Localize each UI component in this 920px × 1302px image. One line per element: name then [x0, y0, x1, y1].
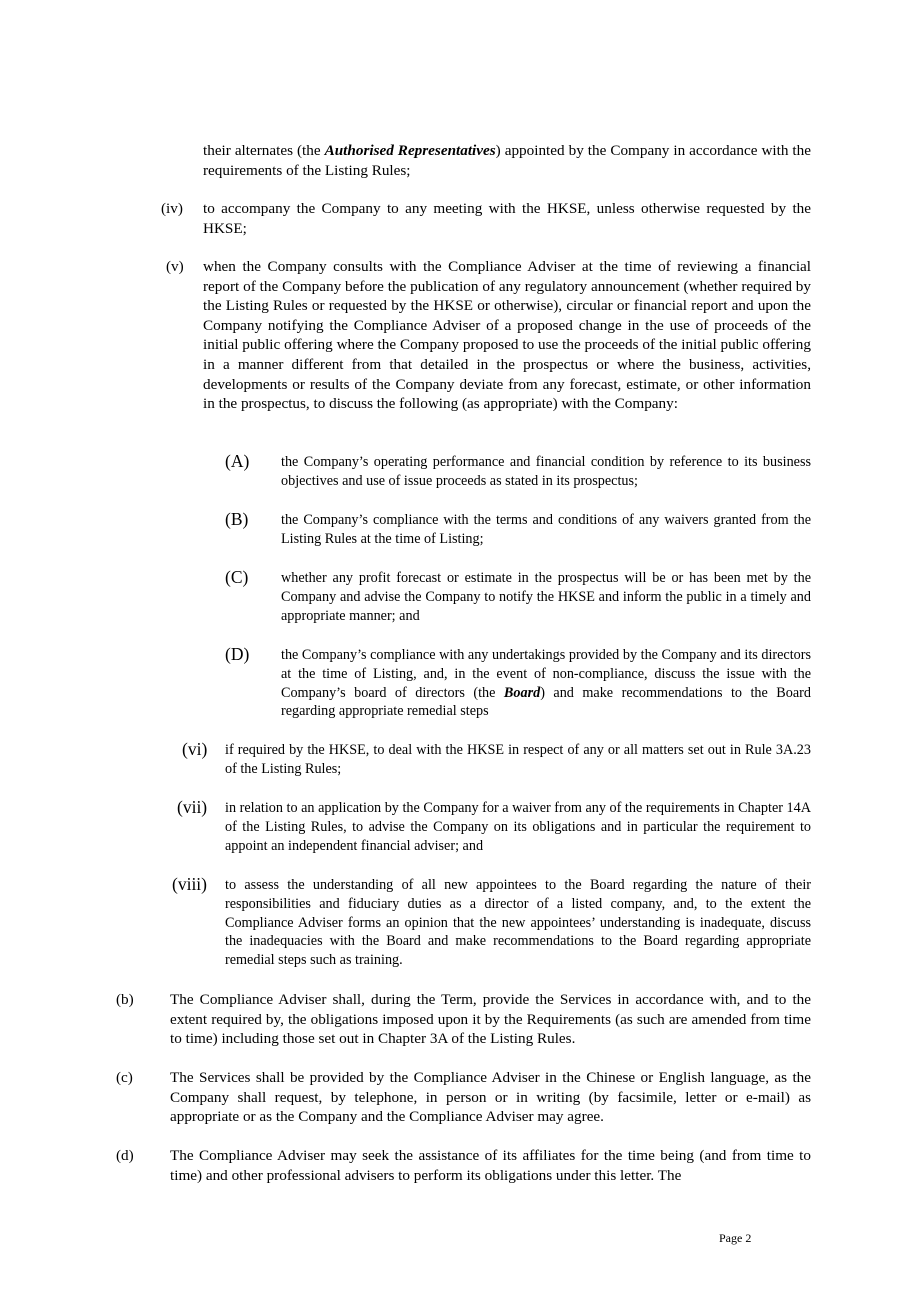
item-label: (c) — [116, 1069, 133, 1086]
defined-term: Authorised Representatives — [324, 142, 496, 159]
item-label: (b) — [116, 991, 134, 1008]
item-text: if required by the HKSE, to deal with the HKSE in respect of any or all matters set out in Rule 3A.23 of the Listing Rules; — [225, 742, 811, 777]
item-text: when the Company consults with the Compliance Adviser at the time of reviewing a financial report of the Company before the publication of any regulatory announcement (whether required by the Listing Rules or requested by the HKSE or otherwise), circular or financial report and upon the Company notifying the Compliance Adviser of a proposed change in the use of proceeds of the initial public offering where the Company proposed to use the proceeds of the initial public offering in a manner different from that detailed in the prospectus or where the business, activities, developments or results of the Company deviate from any forecast, estimate, or other information in the prospectus, to discuss the following (as appropriate) with the Company: — [203, 258, 811, 413]
item-text: to assess the understanding of all new appointees to the Board regarding the nature of their responsibilities and fiduciary duties as a director of a listed company, and, to the extent the Compliance Adviser forms an opinion that the new appointees’ understanding is inadequate, discuss the inadequacies with the Board and make recommendations to the Board regarding appropriate remedial steps such as training. — [225, 877, 811, 969]
item-label: (vi) — [182, 739, 208, 759]
item-text: whether any profit forecast or estimate in the prospectus will be or has been met by the Company and advise the Company to notify the HKSE and inform the public in a timely and appropriate manner; and — [281, 570, 811, 624]
item-label: (C) — [225, 567, 249, 587]
item-text: The Compliance Adviser shall, during the Term, provide the Services in accordance with, and to the extent required by, the obligations imposed upon it by the Requirements (as such are amended from time to time) including those set out in Chapter 3A of the Listing Rules. — [170, 991, 811, 1048]
item-text: The Compliance Adviser may seek the assistance of its affiliates for the time being (and from time to time) and other professional advisers to perform its obligations under this letter. The — [170, 1147, 811, 1184]
item-text: The Services shall be provided by the Compliance Adviser in the Chinese or English language, as the Company shall request, by telephone, in person or in writing (by facsimile, letter or e-mail) as appropriate or as the Company and the Compliance Adviser may agree. — [170, 1069, 811, 1126]
item-label: (vii) — [177, 797, 208, 817]
item-text: to accompany the Company to any meeting with the HKSE, unless otherwise requested by the HKSE; — [203, 200, 811, 237]
item-label: (iv) — [161, 200, 183, 217]
intro-text: their alternates (the Authorised Representatives) appointed by the Company in accordance with the requirements of the Listing Rules; — [203, 142, 811, 179]
item-text: the Company’s compliance with the terms and conditions of any waivers granted from the Listing Rules at the time of Listing; — [281, 512, 811, 547]
item-label: (A) — [225, 451, 250, 471]
page-number: Page 2 — [719, 1231, 752, 1245]
item-label: (viii) — [172, 874, 207, 894]
item-label: (B) — [225, 509, 249, 529]
item-text: in relation to an application by the Company for a waiver from any of the requirements in Chapter 14A of the Listing Rules, to advise the Company on its obligations and in particular the requirement to appoint an independent financial adviser; and — [225, 800, 811, 854]
item-text: the Company’s compliance with any undertakings provided by the Company and its directors at the time of Listing, and, in the event of non-compliance, discuss the issue with the Company’s board of directors (the Board) and make recommendations to the Board regarding appropriate remedial steps — [281, 647, 811, 720]
item-label: (d) — [116, 1147, 134, 1164]
item-label: (v) — [166, 258, 184, 275]
defined-term: Board — [503, 684, 541, 701]
item-label: (D) — [225, 644, 250, 664]
item-text: the Company’s operating performance and financial condition by reference to its business objectives and use of issue proceeds as stated in its prospectus; — [281, 454, 811, 489]
